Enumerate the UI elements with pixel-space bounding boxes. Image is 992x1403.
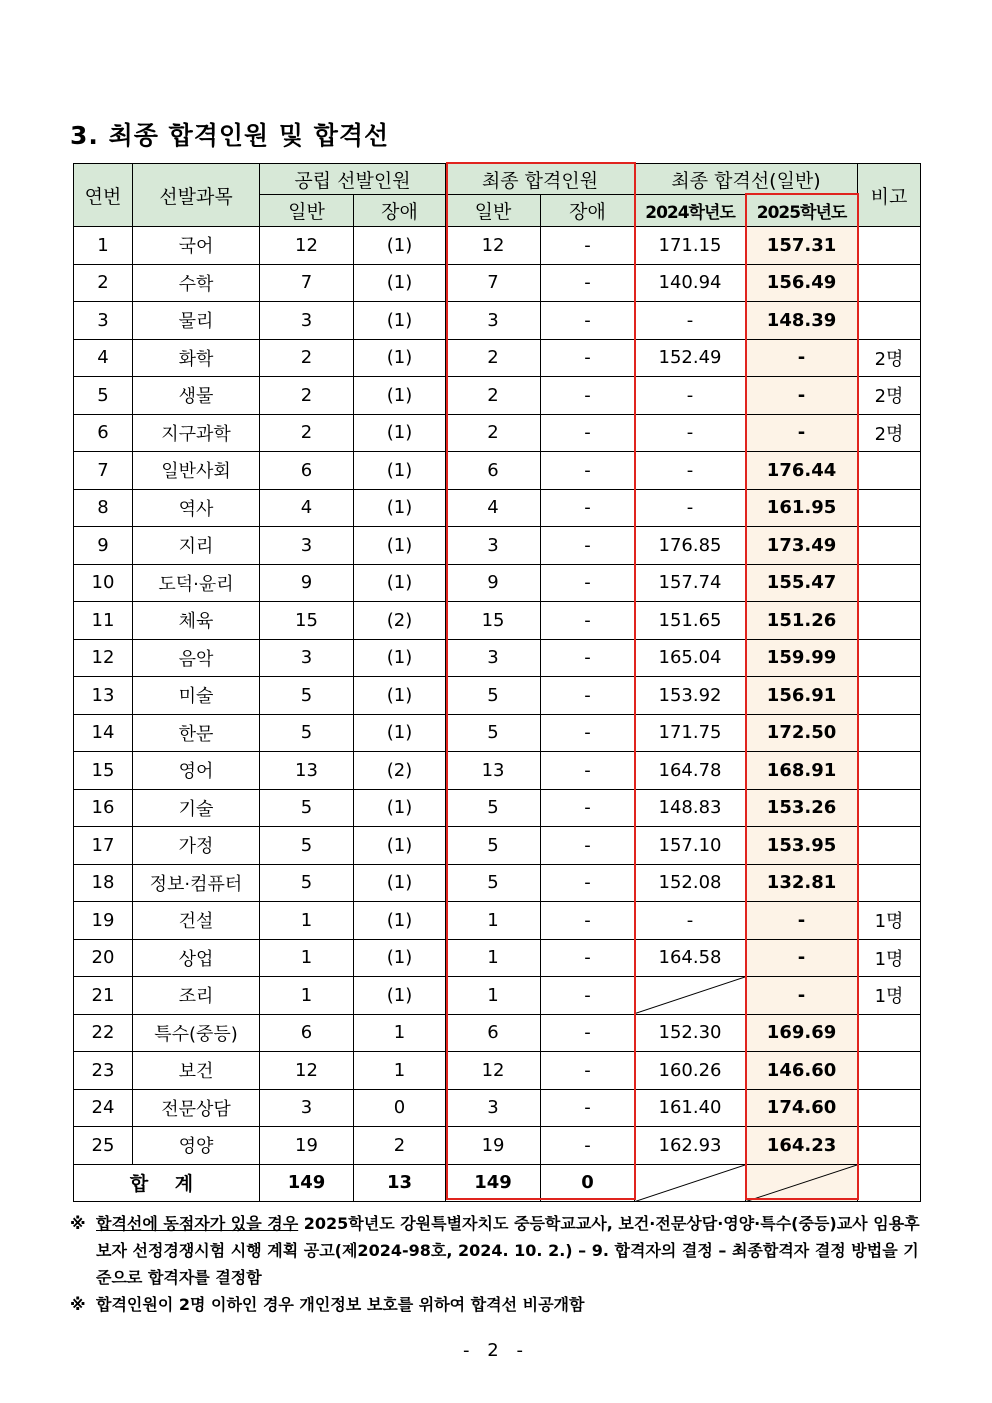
row-number: 23	[74, 1052, 133, 1090]
final-disabled: -	[541, 677, 635, 715]
cutoff-2025: 159.99	[746, 639, 858, 677]
public-disabled: (1)	[354, 677, 446, 715]
public-disabled: (1)	[354, 639, 446, 677]
public-general: 19	[260, 1127, 354, 1165]
header-remark: 비고	[858, 164, 921, 227]
remark	[858, 677, 921, 715]
row-number: 1	[74, 227, 133, 265]
remark	[858, 864, 921, 902]
footnote-tie-text: 2025학년도 강원특별자치도 중등학교교사, 보건·전문상담·영양·특수(중등)교사 임용후보자 선정경쟁시험 시행 계획 공고(제2024-98호, 2024. 10. 2.) – 9. 합격자의 결정 – 최종합격자 결정 방법을 기준으로 합격자를 결정함	[96, 1214, 920, 1287]
total-cutoff-2024-empty	[635, 1164, 746, 1202]
cutoff-2024: 151.65	[635, 602, 746, 640]
public-disabled: (1)	[354, 939, 446, 977]
row-number: 11	[74, 602, 133, 640]
footnotes	[70, 1210, 930, 1318]
row-number: 16	[74, 789, 133, 827]
reference-mark-icon: ※	[70, 1295, 86, 1314]
cutoff-2025: 161.95	[746, 489, 858, 527]
cutoff-2025: 157.31	[746, 227, 858, 265]
total-label: 합 계	[74, 1164, 260, 1202]
row-number: 12	[74, 639, 133, 677]
cutoff-2025: 132.81	[746, 864, 858, 902]
header-no: 연번	[74, 164, 133, 227]
public-general: 1	[260, 939, 354, 977]
subject-name: 기술	[133, 789, 260, 827]
final-general: 13	[446, 752, 541, 790]
subject-name: 정보·컴퓨터	[133, 864, 260, 902]
remark: 1명	[858, 902, 921, 940]
cutoff-2024: 165.04	[635, 639, 746, 677]
final-general: 12	[446, 1052, 541, 1090]
reference-mark-icon: ※	[70, 1214, 86, 1233]
table-row	[74, 939, 921, 977]
final-general: 3	[446, 639, 541, 677]
final-disabled: -	[541, 602, 635, 640]
table-row	[74, 489, 921, 527]
cutoff-2024: 176.85	[635, 527, 746, 565]
cutoff-2024: -	[635, 452, 746, 490]
cutoff-2024: 148.83	[635, 789, 746, 827]
subject-name: 지리	[133, 527, 260, 565]
final-disabled: -	[541, 414, 635, 452]
final-disabled: -	[541, 864, 635, 902]
footnote-privacy-text: 합격인원이 2명 이하인 경우 개인정보 보호를 위하여 합격선 비공개함	[96, 1295, 585, 1314]
subject-name: 전문상담	[133, 1089, 260, 1127]
subject-name: 수학	[133, 264, 260, 302]
total-row	[74, 1164, 921, 1202]
table-row	[74, 1089, 921, 1127]
table-row	[74, 827, 921, 865]
subject-name: 영양	[133, 1127, 260, 1165]
row-number: 22	[74, 1014, 133, 1052]
header-public-general: 일반	[260, 195, 354, 227]
public-general: 3	[260, 527, 354, 565]
remark	[858, 564, 921, 602]
public-general: 5	[260, 789, 354, 827]
cutoff-2024: -	[635, 489, 746, 527]
final-disabled: -	[541, 339, 635, 377]
cutoff-2024: 161.40	[635, 1089, 746, 1127]
final-general: 19	[446, 1127, 541, 1165]
remark	[858, 489, 921, 527]
final-disabled: -	[541, 977, 635, 1015]
cutoff-2025: 168.91	[746, 752, 858, 790]
cutoff-2024: 140.94	[635, 264, 746, 302]
final-general: 6	[446, 1014, 541, 1052]
cutoff-2024: 164.58	[635, 939, 746, 977]
subject-name: 화학	[133, 339, 260, 377]
total-public-disabled: 13	[354, 1164, 446, 1202]
public-general: 15	[260, 602, 354, 640]
public-general: 1	[260, 902, 354, 940]
table-row	[74, 302, 921, 340]
cutoff-2024: -	[635, 414, 746, 452]
remark	[858, 827, 921, 865]
row-number: 4	[74, 339, 133, 377]
final-general: 5	[446, 714, 541, 752]
table-row	[74, 527, 921, 565]
public-disabled: (1)	[354, 377, 446, 415]
remark	[858, 302, 921, 340]
subject-name: 보건	[133, 1052, 260, 1090]
public-general: 5	[260, 677, 354, 715]
header-public-group: 공립 선발인원	[260, 164, 446, 195]
public-disabled: 0	[354, 1089, 446, 1127]
subject-name: 상업	[133, 939, 260, 977]
table-row	[74, 602, 921, 640]
final-general: 5	[446, 864, 541, 902]
final-general: 3	[446, 527, 541, 565]
public-disabled: (1)	[354, 564, 446, 602]
table-row	[74, 414, 921, 452]
cutoff-2025: 156.91	[746, 677, 858, 715]
cutoff-2024: 152.49	[635, 339, 746, 377]
public-general: 12	[260, 1052, 354, 1090]
table-row	[74, 789, 921, 827]
public-disabled: (1)	[354, 264, 446, 302]
remark	[858, 639, 921, 677]
public-general: 2	[260, 377, 354, 415]
subject-name: 지구과학	[133, 414, 260, 452]
public-general: 3	[260, 1089, 354, 1127]
public-general: 5	[260, 827, 354, 865]
public-general: 13	[260, 752, 354, 790]
footnote-privacy	[70, 1291, 930, 1318]
final-disabled: -	[541, 302, 635, 340]
remark	[858, 1127, 921, 1165]
final-general: 3	[446, 1089, 541, 1127]
row-number: 8	[74, 489, 133, 527]
cutoff-2024: 164.78	[635, 752, 746, 790]
final-disabled: -	[541, 639, 635, 677]
cutoff-2024: -	[635, 377, 746, 415]
final-disabled: -	[541, 939, 635, 977]
public-disabled: (1)	[354, 339, 446, 377]
header-year-2024: 2024학년도	[635, 195, 746, 227]
table-row	[74, 1014, 921, 1052]
cutoff-2025: -	[746, 377, 858, 415]
cutoff-2025: 153.26	[746, 789, 858, 827]
subject-name: 일반사회	[133, 452, 260, 490]
row-number: 10	[74, 564, 133, 602]
row-number: 19	[74, 902, 133, 940]
cutoff-2025: -	[746, 414, 858, 452]
diagonal-line-icon	[635, 1165, 745, 1202]
row-number: 13	[74, 677, 133, 715]
final-general: 6	[446, 452, 541, 490]
row-number: 21	[74, 977, 133, 1015]
public-disabled: 2	[354, 1127, 446, 1165]
final-general: 1	[446, 902, 541, 940]
final-general: 2	[446, 414, 541, 452]
page-number: - 2 -	[463, 1340, 529, 1361]
cutoff-2024: -	[635, 902, 746, 940]
cutoff-2025: 164.23	[746, 1127, 858, 1165]
row-number: 9	[74, 527, 133, 565]
cutoff-2025: 176.44	[746, 452, 858, 490]
public-disabled: (1)	[354, 489, 446, 527]
header-final-general: 일반	[446, 195, 541, 227]
row-number: 17	[74, 827, 133, 865]
subject-name: 물리	[133, 302, 260, 340]
final-disabled: -	[541, 564, 635, 602]
section-title: 3. 최종 합격인원 및 합격선	[70, 121, 390, 150]
public-disabled: (1)	[354, 864, 446, 902]
row-number: 7	[74, 452, 133, 490]
header-subject: 선발과목	[133, 164, 260, 227]
footnote-tie-underlined: 합격선에 동점자가 있을 경우	[96, 1214, 299, 1233]
cutoff-2024: 171.75	[635, 714, 746, 752]
final-disabled: -	[541, 827, 635, 865]
subject-name: 건설	[133, 902, 260, 940]
final-general: 12	[446, 227, 541, 265]
cutoff-2024: 160.26	[635, 1052, 746, 1090]
cutoff-2025: 148.39	[746, 302, 858, 340]
final-general: 2	[446, 339, 541, 377]
row-number: 5	[74, 377, 133, 415]
row-number: 3	[74, 302, 133, 340]
subject-name: 국어	[133, 227, 260, 265]
final-general: 3	[446, 302, 541, 340]
public-disabled: (1)	[354, 302, 446, 340]
row-number: 20	[74, 939, 133, 977]
remark	[858, 1014, 921, 1052]
total-final-general: 149	[446, 1164, 541, 1202]
remark	[858, 527, 921, 565]
table-row	[74, 564, 921, 602]
public-disabled: (1)	[354, 452, 446, 490]
remark	[858, 264, 921, 302]
subject-name: 영어	[133, 752, 260, 790]
table-row	[74, 377, 921, 415]
final-disabled: -	[541, 902, 635, 940]
row-number: 14	[74, 714, 133, 752]
remark	[858, 227, 921, 265]
public-general: 1	[260, 977, 354, 1015]
final-general: 1	[446, 977, 541, 1015]
final-general: 5	[446, 827, 541, 865]
header-final-disabled: 장애	[541, 195, 635, 227]
final-general: 2	[446, 377, 541, 415]
table-row	[74, 902, 921, 940]
header-year-2025: 2025학년도	[746, 195, 858, 227]
row-number: 24	[74, 1089, 133, 1127]
table-body	[74, 227, 921, 1202]
row-number: 6	[74, 414, 133, 452]
cutoff-2024: 153.92	[635, 677, 746, 715]
cutoff-2025: -	[746, 939, 858, 977]
final-disabled: -	[541, 1127, 635, 1165]
final-general: 15	[446, 602, 541, 640]
final-general: 1	[446, 939, 541, 977]
public-disabled: (2)	[354, 602, 446, 640]
cutoff-2025: 169.69	[746, 1014, 858, 1052]
cutoff-2024	[635, 977, 746, 1015]
public-general: 12	[260, 227, 354, 265]
row-number: 25	[74, 1127, 133, 1165]
public-general: 2	[260, 414, 354, 452]
total-public-general: 149	[260, 1164, 354, 1202]
header-public-disabled: 장애	[354, 195, 446, 227]
remark: 1명	[858, 939, 921, 977]
final-disabled: -	[541, 1089, 635, 1127]
cutoff-2024: 152.08	[635, 864, 746, 902]
final-disabled: -	[541, 452, 635, 490]
remark	[858, 714, 921, 752]
public-general: 2	[260, 339, 354, 377]
cutoff-2025: 153.95	[746, 827, 858, 865]
table-row	[74, 639, 921, 677]
remark	[858, 452, 921, 490]
public-disabled: (1)	[354, 977, 446, 1015]
remark	[858, 1089, 921, 1127]
final-disabled: -	[541, 527, 635, 565]
table-row	[74, 264, 921, 302]
final-disabled: -	[541, 714, 635, 752]
table-row	[74, 227, 921, 265]
table-row	[74, 677, 921, 715]
cutoff-2025: -	[746, 339, 858, 377]
table-row	[74, 1052, 921, 1090]
subject-name: 가정	[133, 827, 260, 865]
public-disabled: (1)	[354, 227, 446, 265]
public-disabled: 1	[354, 1052, 446, 1090]
public-disabled: (1)	[354, 714, 446, 752]
subject-name: 음악	[133, 639, 260, 677]
final-disabled: -	[541, 752, 635, 790]
final-disabled: -	[541, 489, 635, 527]
final-disabled: -	[541, 1052, 635, 1090]
table-row	[74, 864, 921, 902]
remark	[858, 602, 921, 640]
cutoff-2025: -	[746, 902, 858, 940]
final-disabled: -	[541, 789, 635, 827]
public-general: 5	[260, 864, 354, 902]
cutoff-2025: 156.49	[746, 264, 858, 302]
diagonal-line-icon	[746, 1165, 857, 1202]
cutoff-2024: -	[635, 302, 746, 340]
row-number: 15	[74, 752, 133, 790]
final-disabled: -	[541, 1014, 635, 1052]
remark: 2명	[858, 377, 921, 415]
remark	[858, 1052, 921, 1090]
cutoff-2024: 152.30	[635, 1014, 746, 1052]
cutoff-2025: 155.47	[746, 564, 858, 602]
table-row	[74, 714, 921, 752]
cutoff-2025: 173.49	[746, 527, 858, 565]
subject-name: 도덕·윤리	[133, 564, 260, 602]
total-final-disabled: 0	[541, 1164, 635, 1202]
subject-name: 체육	[133, 602, 260, 640]
public-disabled: (1)	[354, 414, 446, 452]
row-number: 2	[74, 264, 133, 302]
public-disabled: (1)	[354, 789, 446, 827]
final-general: 9	[446, 564, 541, 602]
public-general: 5	[260, 714, 354, 752]
subject-name: 생물	[133, 377, 260, 415]
final-disabled: -	[541, 264, 635, 302]
subject-name: 특수(중등)	[133, 1014, 260, 1052]
final-general: 5	[446, 789, 541, 827]
public-general: 4	[260, 489, 354, 527]
remark: 2명	[858, 339, 921, 377]
total-cutoff-2025-empty	[746, 1164, 858, 1202]
final-general: 4	[446, 489, 541, 527]
total-remark	[858, 1164, 921, 1202]
final-disabled: -	[541, 377, 635, 415]
table-row	[74, 339, 921, 377]
table-row	[74, 452, 921, 490]
cutoff-2024: 157.10	[635, 827, 746, 865]
final-general: 5	[446, 677, 541, 715]
cutoff-2025: 151.26	[746, 602, 858, 640]
public-disabled: 1	[354, 1014, 446, 1052]
header-cutoff-group: 최종 합격선(일반)	[635, 164, 858, 195]
final-disabled: -	[541, 227, 635, 265]
subject-name: 역사	[133, 489, 260, 527]
cutoff-2025: -	[746, 977, 858, 1015]
subject-name: 조리	[133, 977, 260, 1015]
remark	[858, 789, 921, 827]
public-general: 3	[260, 639, 354, 677]
row-number: 18	[74, 864, 133, 902]
footnote-tie	[70, 1210, 930, 1291]
table-row	[74, 977, 921, 1015]
subject-name: 한문	[133, 714, 260, 752]
public-general: 9	[260, 564, 354, 602]
subject-name: 미술	[133, 677, 260, 715]
remark	[858, 752, 921, 790]
cutoff-2025: 174.60	[746, 1089, 858, 1127]
cutoff-2025: 146.60	[746, 1052, 858, 1090]
header-final-group: 최종 합격인원	[446, 164, 635, 195]
remark: 1명	[858, 977, 921, 1015]
cutoff-2024: 157.74	[635, 564, 746, 602]
remark: 2명	[858, 414, 921, 452]
table-row	[74, 1127, 921, 1165]
public-general: 7	[260, 264, 354, 302]
final-general: 7	[446, 264, 541, 302]
cutoff-2025: 172.50	[746, 714, 858, 752]
cutoff-2024: 162.93	[635, 1127, 746, 1165]
public-disabled: (1)	[354, 827, 446, 865]
public-disabled: (2)	[354, 752, 446, 790]
diagonal-line-icon	[635, 977, 745, 1014]
public-general: 3	[260, 302, 354, 340]
public-general: 6	[260, 452, 354, 490]
public-disabled: (1)	[354, 527, 446, 565]
results-table	[73, 163, 921, 1202]
public-disabled: (1)	[354, 902, 446, 940]
cutoff-2024: 171.15	[635, 227, 746, 265]
table-row	[74, 752, 921, 790]
public-general: 6	[260, 1014, 354, 1052]
